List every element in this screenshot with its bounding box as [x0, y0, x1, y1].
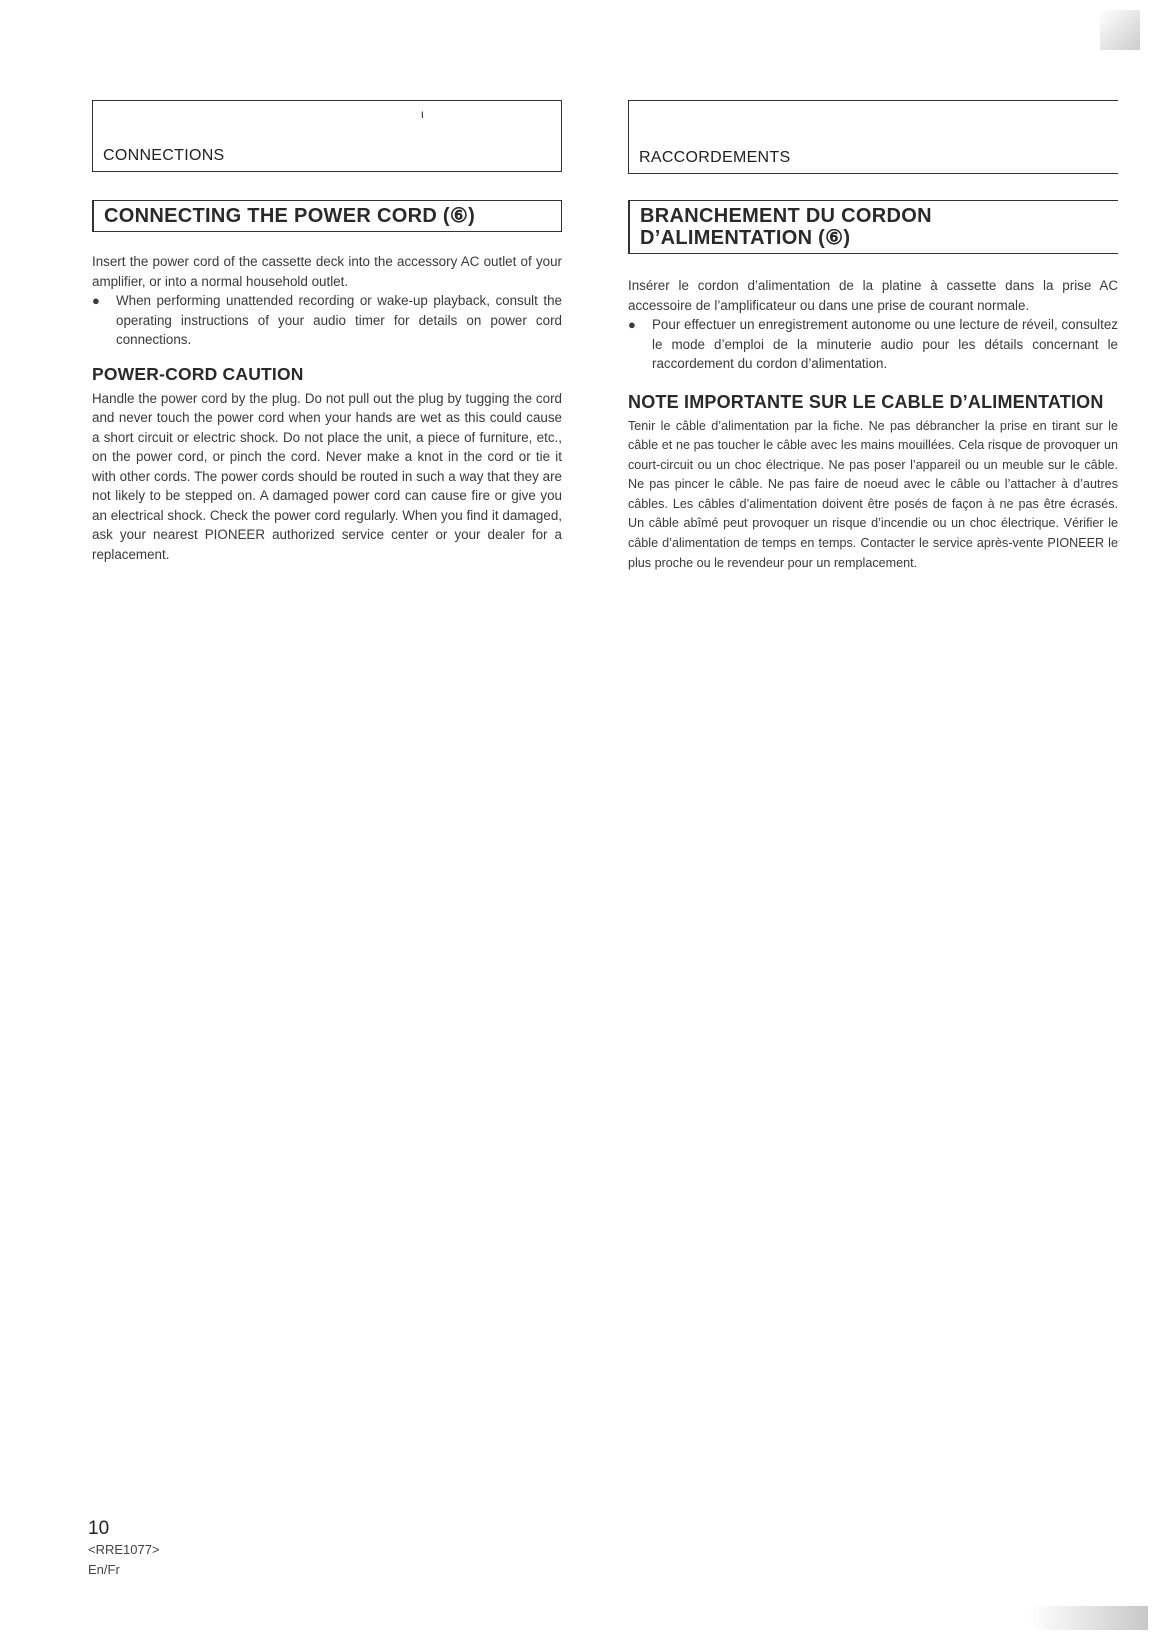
caution-paragraph: Tenir le câble d’alimentation par la fiche. Ne pas débrancher la prise en tirant sur le câble et ne pas toucher le câble avec les mains mouillées. Cela risque de provoquer un court-circuit ou un choc électrique. Ne pas poser l’appareil ou un meuble sur le câble. Ne pas pincer le câble. Ne pas faire de noeud avec le câble ou l’attacher à d’autres câbles. Les câbles d’alimentation doivent être posés de façon à ne pas être écrasés. Un câble abîmé peut provoquer un risque d’incendie ou un choc électrique. Vérifier le câble d’alimentation de temps en temps. Contacter le service après-vente PIONEER le plus proche ou le revendeur pour un remplacement.	[628, 418, 1118, 570]
caution-paragraph: Handle the power cord by the plug. Do not pull out the plug by tugging the cord and never touch the power cord when your hands are wet as this could cause a short circuit or electric shock. Do not place the unit, a piece of furniture, etc., on the power cord, or pinch the cord. Never make a knot in the cord or tie it with other cords. The power cords should be routed in such a way that they are not likely to be stepped on. A damaged power cord can cause fire or give you an electrical shock. Check the power cord regularly. When you find it damaged, ask your nearest PIONEER authorized service center or your dealer for a replacement.	[92, 390, 562, 562]
bullet-icon: ●	[628, 317, 636, 332]
bullet-icon: ●	[92, 293, 100, 308]
section-title-box	[628, 200, 1118, 254]
section-label: RACCORDEMENTS	[639, 149, 791, 166]
language-code: En/Fr	[88, 1562, 120, 1577]
page-number: 10	[88, 1518, 110, 1539]
section-header-box	[92, 100, 562, 172]
scan-artifact-top-right	[1100, 10, 1140, 50]
scan-artifact-bottom-right	[1030, 1606, 1148, 1630]
section-title-box	[92, 200, 562, 232]
document-code: <RRE1077>	[88, 1542, 160, 1557]
english-column	[92, 100, 562, 564]
section-label: CONNECTIONS	[103, 147, 225, 164]
bullet-item	[628, 315, 1118, 374]
bullet-text: When performing unattended recording or wake-up playback, consult the operating instructions of your audio timer for details on power cord connections.	[116, 293, 562, 347]
bullet-list	[92, 291, 562, 350]
caution-heading: POWER-CORD CAUTION	[92, 363, 304, 384]
section-title	[640, 205, 1106, 249]
caution-heading: NOTE IMPORTANTE SUR LE CABLE D’ALIMENTATION	[628, 391, 1104, 412]
section-title-line-1: BRANCHEMENT DU CORDON	[640, 205, 932, 227]
bullet-list	[628, 315, 1118, 374]
section-title: CONNECTING THE POWER CORD (⑥)	[104, 205, 476, 227]
section-title-line-2: D’ALIMENTATION (⑥)	[640, 227, 851, 249]
scan-mark: ι	[421, 107, 424, 121]
french-column	[628, 100, 1118, 573]
section-header-box	[628, 100, 1118, 174]
intro-paragraph: Insérer le cordon d’alimentation de la platine à cassette dans la prise AC accessoire de l’amplificateur ou dans une prise de courant normale.	[628, 278, 1118, 313]
intro-paragraph: Insert the power cord of the cassette deck into the accessory AC outlet of your amplifier, or into a normal household outlet.	[92, 254, 562, 289]
bullet-text: Pour effectuer un enregistrement autonome ou une lecture de réveil, consultez le mode d’emploi de la minuterie audio pour les détails concernant le raccordement du cordon d’alimentation.	[652, 317, 1118, 371]
page-footer	[88, 1518, 160, 1580]
bullet-item	[92, 291, 562, 350]
